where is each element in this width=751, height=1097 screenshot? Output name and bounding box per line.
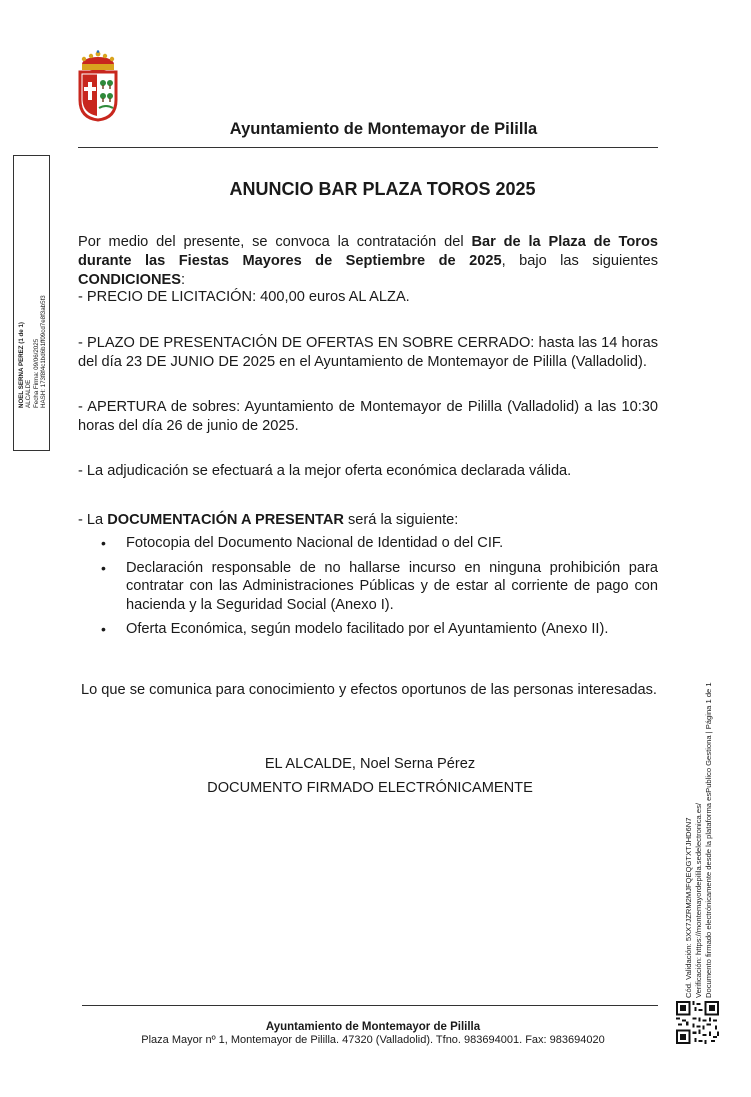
validation-code: Cód. Validación: 5XX7JZRM2MJFQEQGTXTJHD6N7 (684, 817, 693, 998)
documentacion-suffix: será la siguiente: (343, 512, 459, 528)
list-item (78, 620, 658, 639)
plazo-condition: - PLAZO DE PRESENTACIÓN DE OFERTAS EN SOBRE CERRADO: hasta las 14 horas del día 23 DE JUNIO DE 2025 en el Ayuntamiento de Montemayor de Pililla (Valladolid). (78, 335, 658, 370)
intro-bold-bar: Bar de la Plaza de Toros durante las Fiestas Mayores de Septiembre de 2025 (78, 234, 658, 269)
verification-url: Verificación: https://montemayordepilila.sedelectronica.es/ (694, 802, 703, 998)
intro-bold-conditions: CONDICIONES (78, 272, 181, 288)
document-title: ANUNCIO BAR PLAZA TOROS 2025 (229, 179, 536, 199)
adjudicacion-condition: - La adjudicación se efectuará a la mejor oferta económica declarada válida. (78, 463, 572, 479)
header-divider (78, 147, 658, 148)
footer-organization: Ayuntamiento de Montemayor de Pililla (265, 1021, 481, 1033)
signature-hash: HASH: 173f8f4c1bd6b1ff09cd7e8f3ab5f3 (40, 295, 48, 408)
signature-signer: NOEL SERNA PEREZ (1 de 1) (18, 322, 25, 408)
documentacion-bold: DOCUMENTACIÓN A PRESENTAR (107, 512, 344, 528)
list-item-text: Declaración responsable de no hallarse incurso en ninguna prohibición para contratar con las Administraciones Públicas y de estar al corriente de pago con hacienda y la Seguridad Social (Anexo I). (126, 559, 658, 613)
intro-paragraph (78, 233, 658, 290)
signed-electronically-note: DOCUMENTO FIRMADO ELECTRÓNICAMENTE (207, 780, 533, 796)
platform-note: Documento firmado electrónicamente desde la plataforma esPublico Gestiona | Página 1 de 1 (704, 682, 713, 998)
list-item-text: Fotocopia del Documento Nacional de Identidad o del CIF. (126, 535, 504, 551)
intro-text-1: Por medio del presente, se convoca la contratación del (78, 234, 472, 250)
signature-date: Fecha Firma: 09/06/2025 (32, 338, 40, 408)
verification-strip (672, 680, 720, 998)
header-title: Ayuntamiento de Montemayor de Pililla (229, 120, 538, 138)
closing-statement: Lo que se comunica para conocimiento y efectos oportunos de las personas interesadas. (81, 682, 657, 698)
documentation-list (78, 534, 658, 645)
documentacion-heading (78, 511, 658, 530)
intro-text-3: : (180, 272, 186, 288)
bullet-icon: • (101, 621, 106, 637)
list-item (78, 534, 658, 553)
signature-role: ALCALDE (25, 379, 33, 408)
list-item (78, 559, 658, 615)
bullet-icon: • (101, 559, 106, 576)
signer-line: EL ALCALDE, Noel Serna Pérez (264, 756, 476, 772)
list-item-text: Oferta Económica, según modelo facilitado por el Ayuntamiento (Anexo II). (126, 621, 609, 637)
precio-condition: - PRECIO DE LICITACIÓN: 400,00 euros AL ALZA. (78, 289, 410, 305)
intro-text-2: , bajo las siguientes (501, 253, 658, 269)
coat-of-arms-logo (78, 50, 118, 122)
bullet-icon: • (101, 535, 106, 551)
footer-divider (82, 1005, 658, 1006)
apertura-condition: - APERTURA de sobres: Ayuntamiento de Montemayor de Pililla (Valladolid) a las 10:30 horas del día 26 de junio de 2025. (78, 399, 658, 434)
documentacion-prefix: - La (78, 512, 108, 528)
footer-address: Plaza Mayor nº 1, Montemayor de Pililla. 47320 (Valladolid). Tfno. 983694001. Fax: 983694020 (141, 1034, 605, 1046)
